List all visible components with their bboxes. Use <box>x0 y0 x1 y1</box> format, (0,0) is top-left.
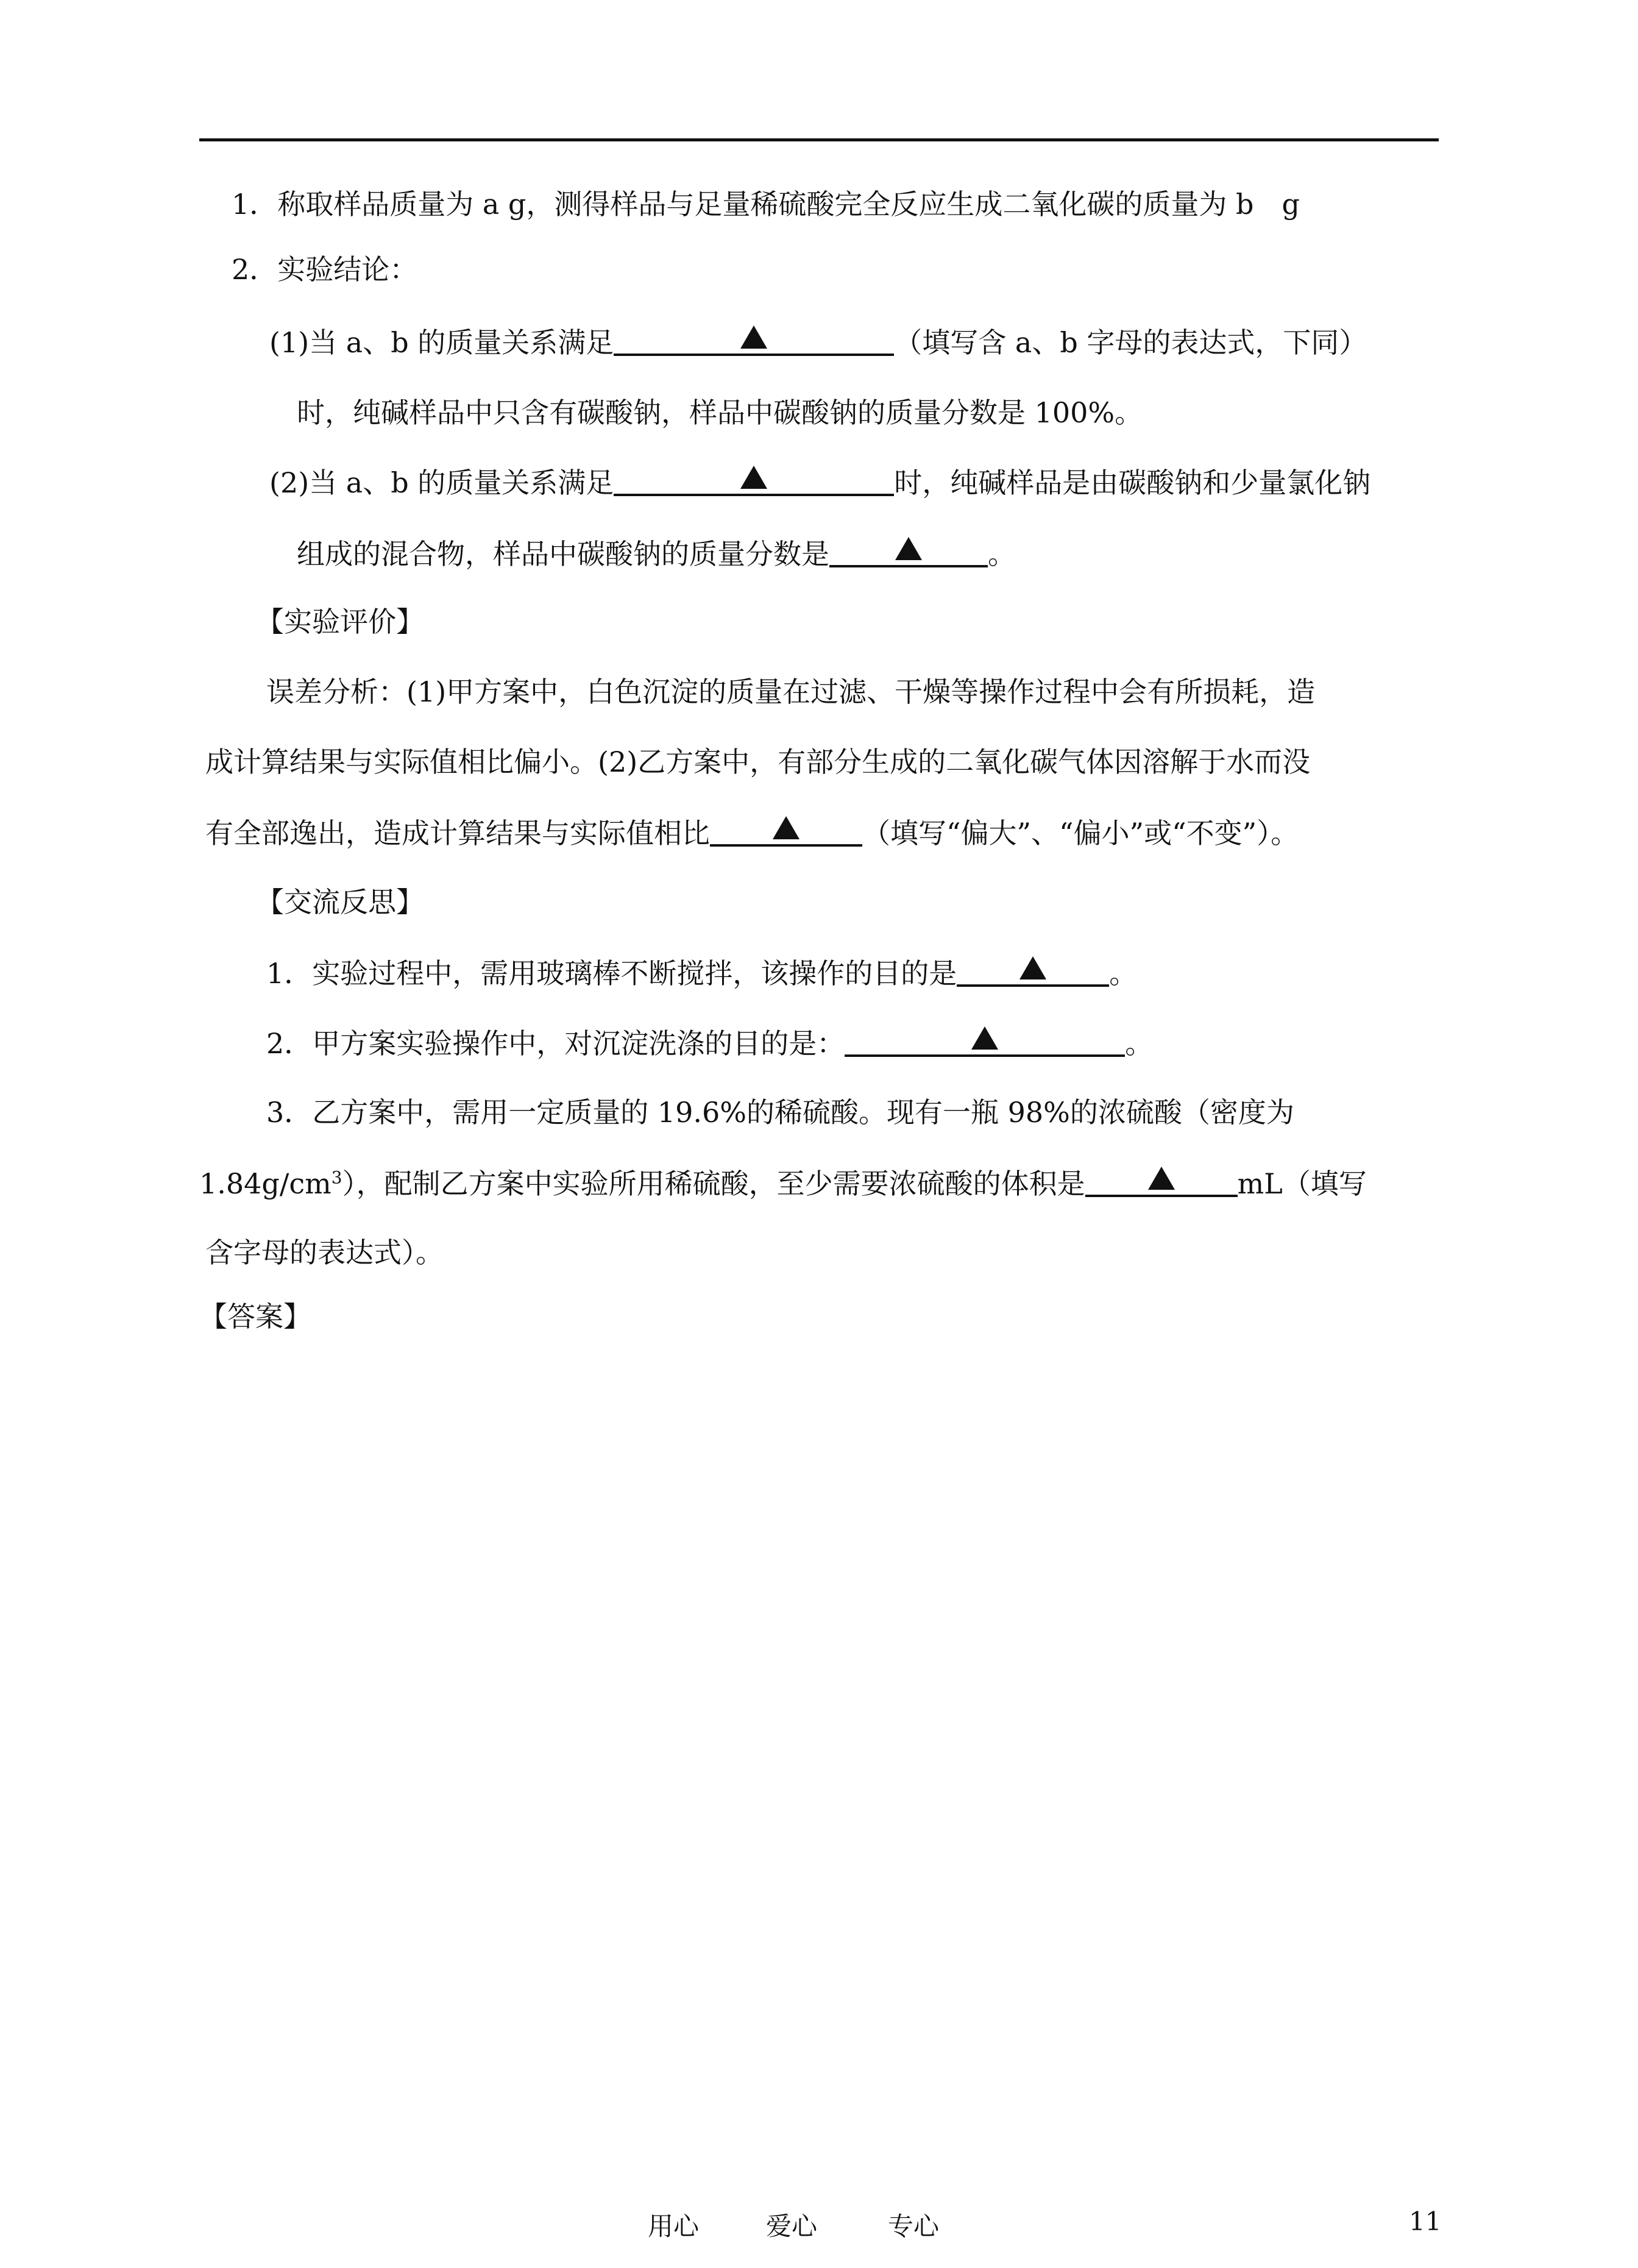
text-segment: 1．实验过程中，需用玻璃棒不断搅拌，该操作的目的是 <box>266 957 957 990</box>
answer-blank-5[interactable] <box>957 954 1109 987</box>
text-line-10 <box>266 954 1137 992</box>
page-number: 11 <box>1409 2206 1442 2236</box>
text-line-14: 含字母的表达式）。 <box>205 1236 444 1269</box>
text-segment: mL（填写 <box>1237 1167 1367 1200</box>
text-segment: ），配制乙方案中实验所用稀硫酸，至少需要浓硫酸的体积是 <box>342 1167 1085 1200</box>
text-line-4: 时，纯碱样品中只含有碳酸钠，样品中碳酸钠的质量分数是 100%。 <box>297 396 1143 429</box>
answer-blank-3[interactable] <box>829 535 988 567</box>
text-line-1: 1．称取样品质量为 a g，测得样品与足量稀硫酸完全反应生成二氧化碳的质量为 b g <box>232 188 1300 221</box>
footer-text-3: 专心 <box>888 2211 940 2241</box>
superscript: 3 <box>331 1167 342 1188</box>
section-heading-reflection: 【交流反思】 <box>256 886 424 919</box>
footer-text-2: 爱心 <box>766 2211 818 2241</box>
text-segment: 。 <box>1109 957 1138 990</box>
text-segment: （填写含 a、b 字母的表达式，下同） <box>894 326 1367 359</box>
answer-blank-7[interactable] <box>1085 1164 1238 1197</box>
text-segment: 1.84g/cm <box>199 1167 332 1200</box>
text-line-5 <box>269 463 1370 501</box>
text-line-13 <box>199 1164 1367 1202</box>
text-segment: (1)当 a、b 的质量关系满足 <box>269 326 614 359</box>
triangle-icon <box>971 1026 998 1050</box>
text-segment: 有全部逸出，造成计算结果与实际值相比 <box>205 817 710 850</box>
section-heading-evaluation: 【实验评价】 <box>256 605 424 638</box>
text-line-9 <box>205 814 1299 851</box>
triangle-icon <box>773 816 800 839</box>
answer-blank-6[interactable] <box>845 1024 1125 1057</box>
footer-text-1: 用心 <box>648 2211 700 2241</box>
answer-blank-2[interactable] <box>614 463 894 496</box>
answer-blank-1[interactable] <box>614 323 894 356</box>
triangle-icon <box>1019 956 1046 979</box>
text-line-8: 成计算结果与实际值相比偏小。(2)乙方案中，有部分生成的二氧化碳气体因溶解于水而没 <box>205 745 1311 778</box>
text-segment: 2．甲方案实验操作中，对沉淀洗涤的目的是： <box>266 1027 845 1060</box>
triangle-icon <box>1148 1167 1175 1190</box>
text-segment: (2)当 a、b 的质量关系满足 <box>269 466 614 499</box>
header-rule <box>199 138 1439 141</box>
text-segment: 组成的混合物，样品中碳酸钠的质量分数是 <box>297 538 829 571</box>
text-segment: （填写“偏大”、“偏小”或“不变”）。 <box>862 817 1299 850</box>
text-segment: 。 <box>1125 1027 1154 1060</box>
text-line-12: 3．乙方案中，需用一定质量的 19.6%的稀硫酸。现有一瓶 98%的浓硫酸（密度为 <box>266 1096 1294 1129</box>
text-line-7: 误差分析：(1)甲方案中，白色沉淀的质量在过滤、干燥等操作过程中会有所损耗，造 <box>266 675 1316 708</box>
triangle-icon <box>895 537 922 560</box>
text-segment: 。 <box>988 538 1016 571</box>
triangle-icon <box>740 325 767 349</box>
text-segment: 时，纯碱样品是由碳酸钠和少量氯化钠 <box>894 466 1371 499</box>
answer-blank-4[interactable] <box>710 814 862 847</box>
section-heading-answer: 【答案】 <box>199 1300 311 1333</box>
text-line-2: 2．实验结论： <box>232 253 418 286</box>
text-line-11 <box>266 1024 1153 1062</box>
triangle-icon <box>740 466 767 489</box>
text-line-6 <box>297 535 1016 572</box>
text-line-3 <box>269 323 1367 361</box>
